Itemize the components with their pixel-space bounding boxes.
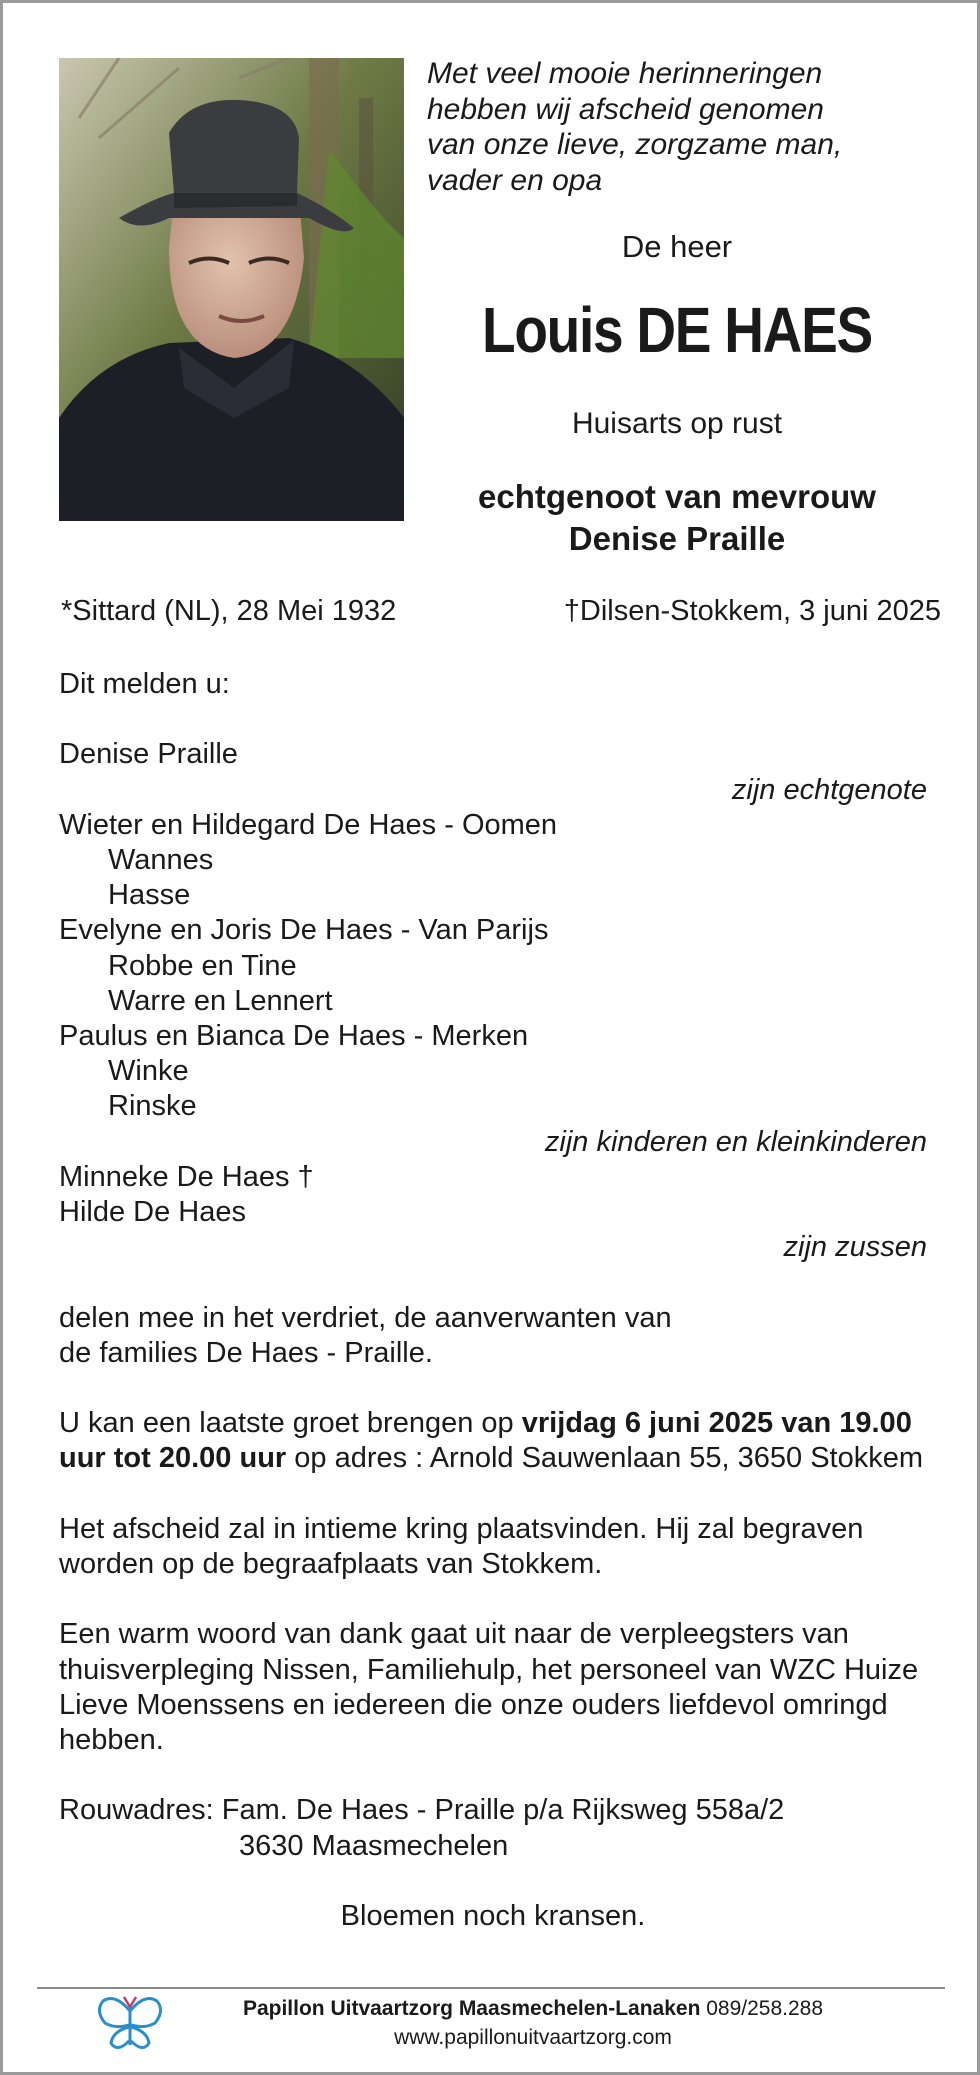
announce-line: Dit melden u: bbox=[59, 668, 230, 700]
child-entry: Evelyne en Joris De Haes - Van Parijs bbox=[59, 914, 549, 947]
share-line: delen mee in het verdriet, de aanverwanten van bbox=[59, 1301, 672, 1334]
child-entry: Wieter en Hildegard De Haes - Oomen bbox=[59, 808, 558, 841]
spouse-name: Denise Praille bbox=[568, 520, 786, 557]
footer bbox=[173, 1994, 893, 2052]
butterfly-logo-icon bbox=[95, 1993, 165, 2055]
grandchild-entry: Wannes bbox=[108, 844, 214, 876]
company-website[interactable]: www.papillonuitvaartzorg.com bbox=[394, 2026, 672, 2049]
birth-date: *Sittard (NL), 28 Mei 1932 bbox=[61, 595, 397, 627]
flowers-note: Bloemen noch kransen. bbox=[340, 1900, 646, 1932]
share-line: de families De Haes - Praille. bbox=[59, 1336, 433, 1369]
spouse-role: zijn echtgenote bbox=[731, 773, 927, 806]
intro-line: van onze lieve, zorgzame man, bbox=[427, 128, 843, 161]
salutation: De heer bbox=[621, 229, 733, 264]
profession: Huisarts op rust bbox=[571, 407, 783, 440]
spouse-entry: Denise Praille bbox=[59, 738, 238, 771]
dates-row bbox=[61, 595, 941, 628]
intro-line: vader en opa bbox=[427, 163, 603, 197]
mourning-address-city: 3630 Maasmechelen bbox=[239, 1829, 509, 1862]
mourning-address: Rouwadres: Fam. De Haes - Praille p/a Rijksweg 558a/2 bbox=[59, 1794, 785, 1827]
intro-text bbox=[427, 56, 927, 198]
sister-entry: Minneke De Haes † bbox=[59, 1160, 314, 1193]
spouse-line: echtgenoot van mevrouw bbox=[478, 478, 876, 515]
intro-line: Met veel mooie herinneringen bbox=[427, 57, 823, 90]
visit-paragraph bbox=[59, 1406, 927, 1476]
sister-entry: Hilde De Haes bbox=[59, 1196, 246, 1229]
grandchild-entry: Hasse bbox=[108, 879, 191, 912]
grandchild-entry: Robbe en Tine bbox=[108, 949, 297, 982]
visit-address: op adres : Arnold Sauwenlaan 55, 3650 Stokkem bbox=[286, 1442, 924, 1475]
grandchild-entry: Warre en Lennert bbox=[108, 984, 333, 1017]
company-name: Papillon Uitvaartzorg Maasmechelen-Lanaken bbox=[242, 1997, 701, 2020]
visit-datetime: vrijdag 6 juni 2025 van 19.00 uur tot 20.00 uur bbox=[59, 1407, 912, 1475]
obituary-body bbox=[59, 667, 927, 1934]
death-date: †Dilsen-Stokkem, 3 juni 2025 bbox=[563, 595, 941, 627]
intro-line: hebben wij afscheid genomen bbox=[427, 92, 824, 126]
child-entry: Paulus en Bianca De Haes - Merken bbox=[59, 1020, 529, 1053]
spouse-block bbox=[407, 476, 947, 560]
grandchild-entry: Winke bbox=[108, 1055, 189, 1088]
thanks-paragraph: Een warm woord van dank gaat uit naar de verpleegsters van thuisverpleging Nissen, Familiehulp, het personeel van WZC Huize Lieve Moenssens en iedereen die onze ouders liefdevol omringd hebben. bbox=[59, 1618, 919, 1757]
children-role: zijn kinderen en kleinkinderen bbox=[544, 1125, 927, 1158]
visit-text: U kan een laatste groet brengen op bbox=[59, 1407, 522, 1440]
grandchild-entry: Rinske bbox=[108, 1090, 197, 1123]
farewell-paragraph: Het afscheid zal in intieme kring plaatsvinden. Hij zal begraven worden op de begraafplaats van Stokkem. bbox=[59, 1512, 864, 1581]
deceased-name: Louis DE HAES bbox=[482, 294, 872, 366]
sisters-role: zijn zussen bbox=[783, 1231, 927, 1264]
company-phone: 089/258.288 bbox=[700, 1997, 824, 2020]
portrait-photo bbox=[59, 58, 404, 521]
footer-company-line bbox=[173, 1994, 893, 2023]
footer-divider bbox=[37, 1987, 945, 1989]
